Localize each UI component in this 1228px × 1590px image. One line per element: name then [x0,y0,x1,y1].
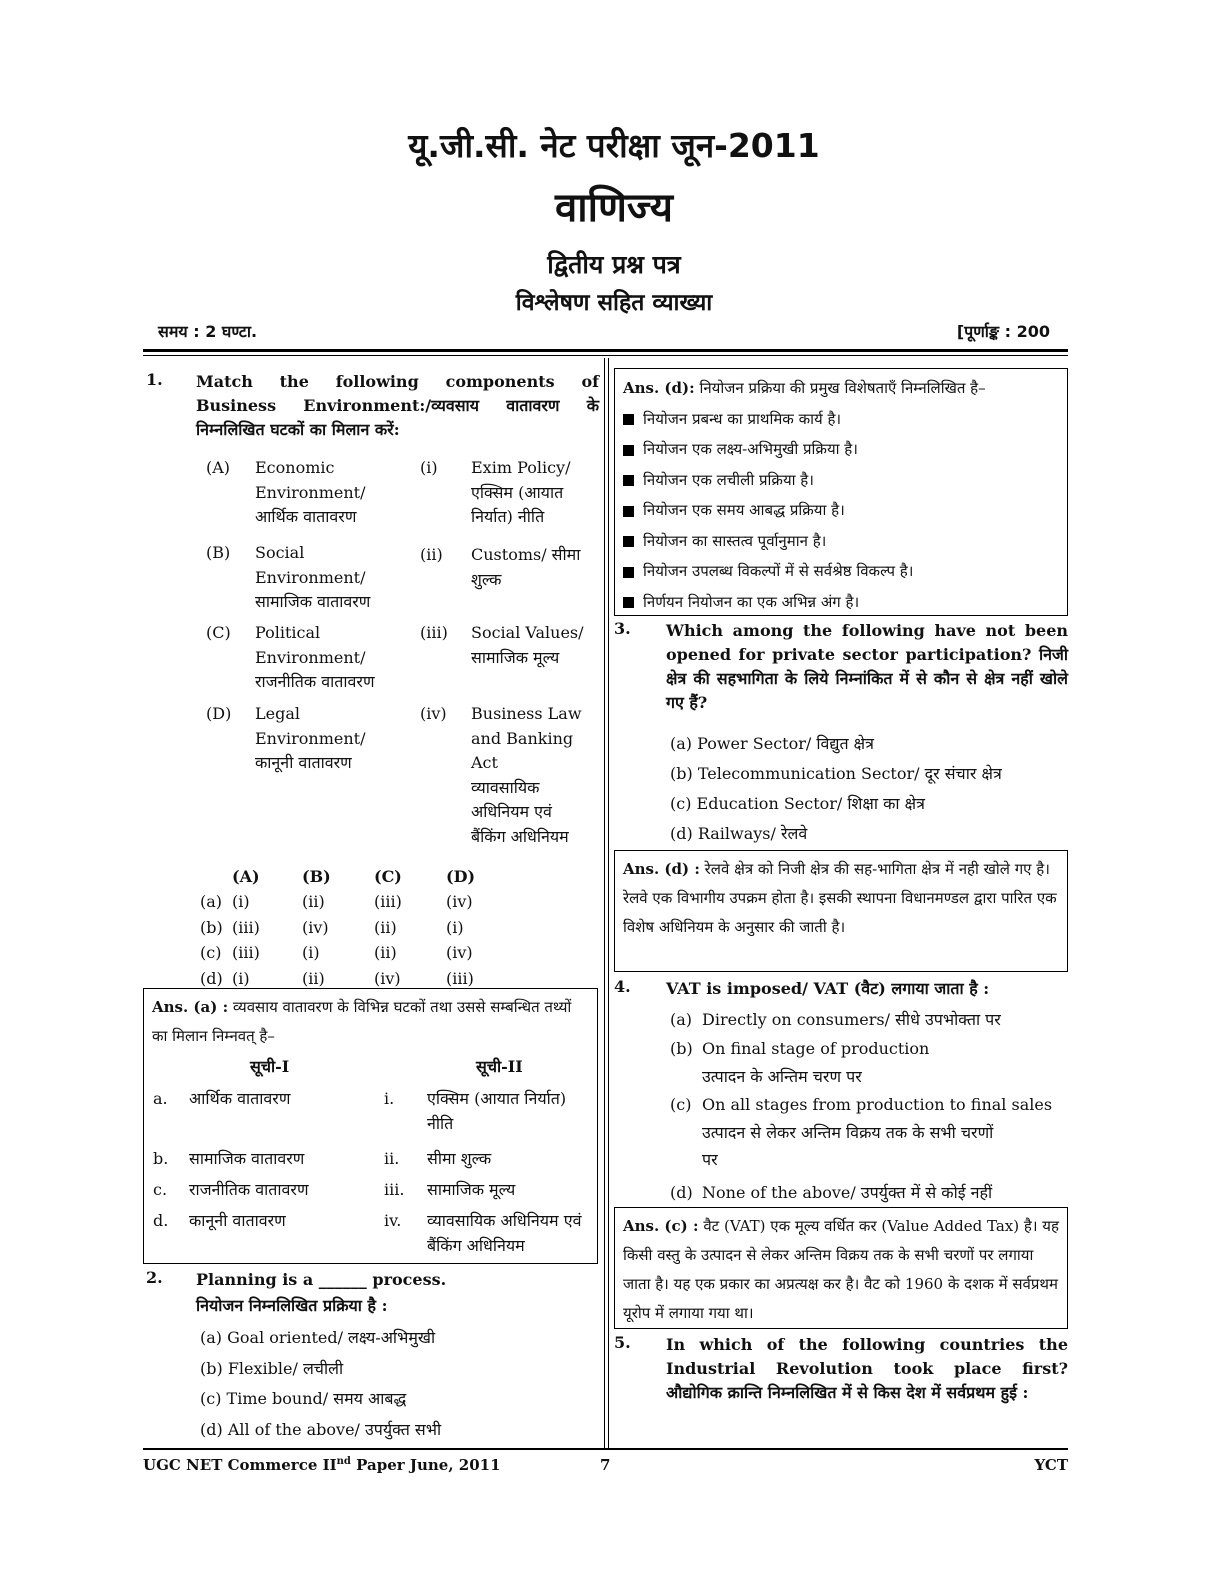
match-key-right: (ii) [420,545,443,564]
match-item-right: Social Values/ [471,623,584,642]
question-number: 1. [146,370,163,389]
paper-title: द्वितीय प्रश्न पत्र [547,250,681,279]
grid-header: (D) [446,867,476,886]
question-number: 2. [146,1268,163,1287]
question-text: In which of the following countries the Industrial Revolution took place first? औद्योगिक क्रान्ति निम्नलिखित में से किस देश में सर्वप्रथम हुई : [666,1335,1068,1402]
option-item: पर [702,1150,718,1169]
grid-cell: (iii) [232,943,260,962]
match-item-right: एक्सिम (आयात [471,482,564,502]
grid-cell: (iv) [302,917,329,937]
match-item-right: and Banking [471,728,574,748]
header-rule [143,349,1068,352]
answer-text: व्यवसाय वातावरण के विभिन्न घटकों तथा उससे सम्बन्धित तथ्यों का मिलान निम्नवत् है– [152,998,572,1045]
match-row-left: राजनीतिक वातावरण [189,1180,309,1199]
bullet-list [623,404,1059,618]
match-item-left: Environment/ [255,567,366,587]
match-row-right: व्यावसायिक अधिनियम एवं बैंकिंग अधिनियम [427,1211,582,1255]
match-row-left: आर्थिक वातावरण [189,1089,291,1108]
option-item: (d) All of the above/ उपर्युक्त सभी [200,1419,442,1439]
match-item-left: Environment/ [255,482,366,502]
grid-option: (a) [200,892,223,911]
column-divider [604,358,605,1448]
footer-right: YCT [1034,1456,1068,1474]
match-key-left: (C) [206,623,231,642]
answer-box [614,1207,1068,1329]
option-item: (a) Goal oriented/ लक्ष्य-अभिमुखी [200,1328,436,1347]
match-item-left: राजनीतिक वातावरण [255,672,375,691]
bullet-item: नियोजन एक समय आबद्ध प्रक्रिया है। [623,495,1059,526]
grid-cell: (iv) [446,892,473,911]
bullet-square-icon [623,597,634,608]
grid-header: (A) [232,867,260,886]
match-item-left: Social [255,543,305,562]
page-number: 7 [600,1456,611,1474]
grid-cell: (ii) [374,943,397,962]
answer-label: Ans. (d) : [623,860,700,878]
match-item-left: Political [255,623,321,642]
grid-cell: (ii) [302,968,325,988]
question-text: Match the following components of Business Environment:/व्यवसाय वातावरण के निम्नलिखित घटकों का मिलान करें: [196,372,599,439]
header-rule-thin [143,355,1068,356]
match-key-right: (iii) [420,623,448,642]
grid-option: (c) [200,943,222,962]
option-item: (a) Power Sector/ विद्युत क्षेत्र [670,734,874,753]
match-row-key: d. [153,1211,169,1230]
option-item: On all stages from production to final sales [702,1095,1053,1114]
option-item: (c) Education Sector/ शिक्षा का क्षेत्र [670,794,925,813]
answer-label: Ans. (c) : [623,1217,699,1235]
match-key-left: (A) [206,458,231,477]
option-key: (b) [670,1039,693,1058]
match-key-right: (iv) [420,704,447,723]
footer-rule [143,1448,1068,1450]
match-row-num: ii. [384,1149,400,1168]
grid-header: (C) [374,867,402,886]
answer-text: नियोजन प्रक्रिया की प्रमुख विशेषताएँ निम्नलिखित है– [699,379,986,397]
match-item-left: आर्थिक वातावरण [255,507,357,526]
answer-text: रेलवे क्षेत्र को निजी क्षेत्र की सह-भागिता क्षेत्र में नही खोले गए है। रेलवे एक विभागीय उपक्रम होता है। इसकी स्थापना विधानमण्डल द्वारा पारित एक विशेष अधिनियम के अनुसार की जाती है। [623,860,1057,936]
grid-option: (b) [200,917,223,937]
question-number: 5. [614,1333,631,1352]
match-row-right: सीमा शुल्क [427,1149,492,1168]
option-key: (d) [670,1183,693,1202]
option-item: (b) Flexible/ लचीली [200,1358,344,1378]
grid-cell: (iv) [446,943,473,962]
match-row-right: सामाजिक मूल्य [427,1180,516,1199]
list-ii-heading: सूची-II [476,1057,523,1076]
column-divider-2 [608,358,609,1448]
match-row-right: एक्सिम (आयात निर्यात) नीति [427,1089,567,1133]
bullet-item: नियोजन प्रबन्ध का प्राथमिक कार्य है। [623,404,1059,435]
match-row-key: b. [153,1149,169,1168]
match-item-right: व्यावसायिक [471,777,540,797]
question-number: 4. [614,977,631,996]
time-label: समय : 2 घण्टा. [158,322,258,341]
bullet-item: नियोजन उपलब्ध विकल्पों में से सर्वश्रेष्ठ विकल्प है। [623,556,1059,587]
grid-cell: (i) [232,968,250,988]
bullet-item: नियोजन का सास्तत्व पूर्वानुमान है। [623,526,1059,557]
option-item: उत्पादन से लेकर अन्तिम विक्रय तक के सभी चरणों [702,1122,994,1142]
bullet-square-icon [623,475,634,486]
match-item-left: Environment/ [255,647,366,667]
subject-title: वाणिज्य [555,185,673,231]
match-item-right: बैंकिंग अधिनियम [471,826,569,846]
match-item-right: शुल्क [471,569,502,589]
match-item-right: Act [471,753,498,772]
answer-label: Ans. (a) : [152,998,229,1016]
bullet-square-icon [623,567,634,578]
match-item-right: निर्यात) नीति [471,507,545,526]
grid-cell: (i) [302,943,320,962]
footer-left: UGC NET Commerce IInd Paper June, 2011 [143,1456,501,1474]
bullet-square-icon [623,536,634,547]
match-key-right: (i) [420,458,438,477]
answer-box [614,368,1068,616]
match-row-num: iii. [384,1180,405,1199]
match-item-right: Business Law [471,704,582,723]
list-i-heading: सूची-I [250,1057,290,1076]
match-item-left: Legal [255,704,300,723]
subtitle: विश्लेषण सहित व्याख्या [515,290,713,316]
match-row-left: सामाजिक वातावरण [189,1149,305,1168]
answer-label: Ans. (d): [623,379,695,397]
option-item: उत्पादन के अन्तिम चरण पर [702,1066,862,1086]
match-item-right: Exim Policy/ [471,458,571,477]
match-item-right: Customs/ सीमा [471,545,581,564]
match-key-left: (D) [206,704,232,723]
grid-header: (B) [302,867,331,886]
bullet-item: निर्णयन नियोजन का एक अभिन्न अंग है। [623,587,1059,618]
grid-cell: (iii) [374,892,402,911]
question-text: VAT is imposed/ VAT (वैट) लगाया जाता है : [666,979,990,998]
answer-text: वैट (VAT) एक मूल्य वर्धित कर (Value Added Tax) है। यह किसी वस्तु के उत्पादन से लेकर अन्तिम विक्रय तक के सभी चरणों पर लगाया जाता है। यह एक प्रकार का अप्रत्यक्ष कर है। वैट को 1960 के दशक में सर्वप्रथम यूरोप में लगाया गया था। [623,1217,1059,1322]
grid-cell: (ii) [302,892,325,911]
question-number: 3. [614,619,631,638]
option-item: (d) Railways/ रेलवे [670,824,808,843]
option-item: None of the above/ उपर्युक्त में से कोई नहीं [702,1183,993,1202]
match-item-right: अधिनियम एवं [471,802,552,821]
grid-cell: (iv) [374,968,401,988]
grid-option: (d) [200,968,223,988]
match-row-key: c. [153,1180,168,1199]
answer-box [614,850,1068,972]
bullet-item: नियोजन एक लक्ष्य-अभिमुखी प्रक्रिया है। [623,434,1059,465]
option-key: (a) [670,1010,693,1029]
question-text: Planning is a ______ process. [196,1270,447,1289]
match-row-num: i. [384,1089,395,1108]
match-item-left: Economic [255,458,335,477]
match-key-left: (B) [206,543,231,562]
option-item: (b) Telecommunication Sector/ दूर संचार क्षेत्र [670,764,1002,783]
exam-title: यू.जी.सी. नेट परीक्षा जून-2011 [408,126,820,165]
match-item-right: सामाजिक मूल्य [471,647,560,667]
match-row-left: कानूनी वातावरण [189,1211,286,1230]
grid-cell: (ii) [374,917,397,937]
match-item-left: सामाजिक वातावरण [255,592,371,611]
option-item: (c) Time bound/ समय आबद्ध [200,1389,407,1408]
marks-label: [पूर्णाङ्क : 200 [956,322,1050,341]
question-text: Which among the following have not been opened for private sector participation? निजी क्षेत्र की सहभागिता के लिये निम्नांकित में से कौन से क्षेत्र नहीं खोले गए हैं? [666,621,1068,712]
option-item: On final stage of production [702,1039,930,1058]
bullet-item: नियोजन एक लचीली प्रक्रिया है। [623,465,1059,496]
grid-cell: (iii) [232,917,260,937]
option-key: (c) [670,1095,692,1114]
match-row-num: iv. [384,1211,402,1230]
grid-cell: (i) [232,892,250,911]
question-text-hindi: नियोजन निम्नलिखित प्रक्रिया है : [196,1296,388,1315]
match-row-key: a. [153,1089,168,1108]
option-item: Directly on consumers/ सीधे उपभोक्ता पर [702,1010,1001,1029]
bullet-square-icon [623,506,634,517]
grid-cell: (i) [446,917,464,937]
bullet-square-icon [623,414,634,425]
match-item-left: Environment/ [255,728,366,748]
grid-cell: (iii) [446,968,474,988]
bullet-square-icon [623,445,634,456]
match-item-left: कानूनी वातावरण [255,753,352,772]
